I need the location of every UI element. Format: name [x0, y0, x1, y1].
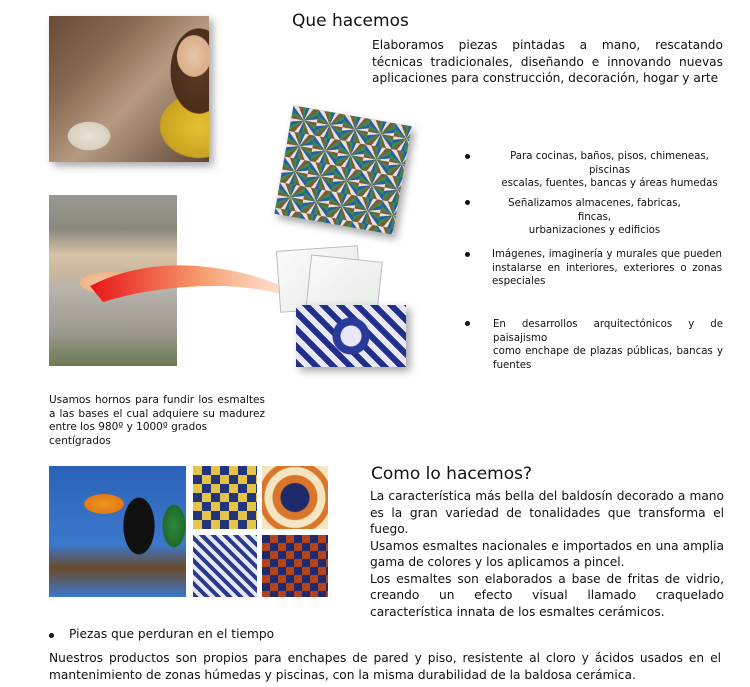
bullet-line: Señalizamos almacenes, fabricas, fincas,: [508, 198, 681, 223]
bullet-icon: [465, 321, 470, 326]
blue-tile-image: [296, 305, 406, 367]
caption-line: a las bases el cual adquiere su madurez: [49, 407, 265, 420]
bullet-line: especiales: [492, 276, 546, 287]
bullet-icon: [49, 633, 54, 638]
decorative-tile: [193, 466, 257, 529]
footer-bullet-text: Piezas que perduran en el tiempo: [69, 627, 275, 641]
bullet-line: como enchape de plazas públicas, bancas y: [493, 346, 723, 357]
bullet-line: urbanizaciones y edificios: [528, 225, 661, 236]
bullet-line: instalarse en interiores, exteriores o zonas: [492, 262, 722, 274]
toucan-mural-photo: [49, 466, 186, 597]
section-process-text: [370, 488, 724, 620]
section-title-que-hacemos: Que hacemos: [292, 11, 409, 31]
bullet-item-murals: [492, 248, 722, 289]
footer-description: Nuestros productos son propios para enchapes de pared y piso, resistente al cloro y ácidos usados en el mantenimiento de zonas húmedas y piscinas, con la misma durabilidad de la baldosa cerámica.: [49, 651, 721, 682]
bullet-icon: [465, 154, 470, 159]
process-paragraph: La característica más bella del baldosín decorado a mano es la gran variedad de tonalidades que transforma el fuego.: [370, 489, 724, 536]
process-paragraph: Usamos esmaltes nacionales e importados en una amplia gama de colores y los aplicamos a pincel.: [370, 538, 724, 569]
bullet-item-signage: [492, 197, 697, 238]
caption-line: Usamos hornos para fundir los esmaltes: [49, 394, 265, 406]
kiln-caption: [49, 394, 265, 448]
section-title-como-lo-hacemos: Como lo hacemos?: [371, 464, 533, 484]
section-intro-text: Elaboramos piezas pintadas a mano, rescatando técnicas tradicionales, diseñando e innovando nuevas aplicaciones para construcción, decoración, hogar y arte: [372, 38, 723, 85]
bullet-item-architecture: [493, 318, 723, 372]
decorative-tile: [262, 466, 328, 529]
bullet-line: fuentes: [493, 359, 532, 371]
bullet-line: Para cocinas, baños, pisos, chimeneas, piscinas: [510, 151, 709, 176]
bullet-line: Imágenes, imaginería y murales que pueden: [492, 249, 722, 260]
bullet-item-uses: [492, 150, 727, 191]
decorative-tile: [193, 535, 257, 597]
bullet-icon: [465, 200, 470, 205]
bullet-icon: [465, 252, 470, 257]
decorative-tile: [262, 535, 328, 597]
artisan-painting-photo: [49, 16, 209, 162]
mosaic-tile-image: [274, 105, 411, 234]
process-paragraph: Los esmaltes son elaborados a base de fritas de vidrio, creando un efecto visual llamado craquelado característica innata de los esmaltes cerámicos.: [370, 571, 724, 619]
bullet-line: En desarrollos arquitectónicos y de paisajismo: [493, 319, 723, 344]
caption-line: entre los 980º y 1000º grados centígrados: [49, 421, 208, 447]
bullet-line: escalas, fuentes, bancas y áreas humedas: [501, 178, 718, 189]
